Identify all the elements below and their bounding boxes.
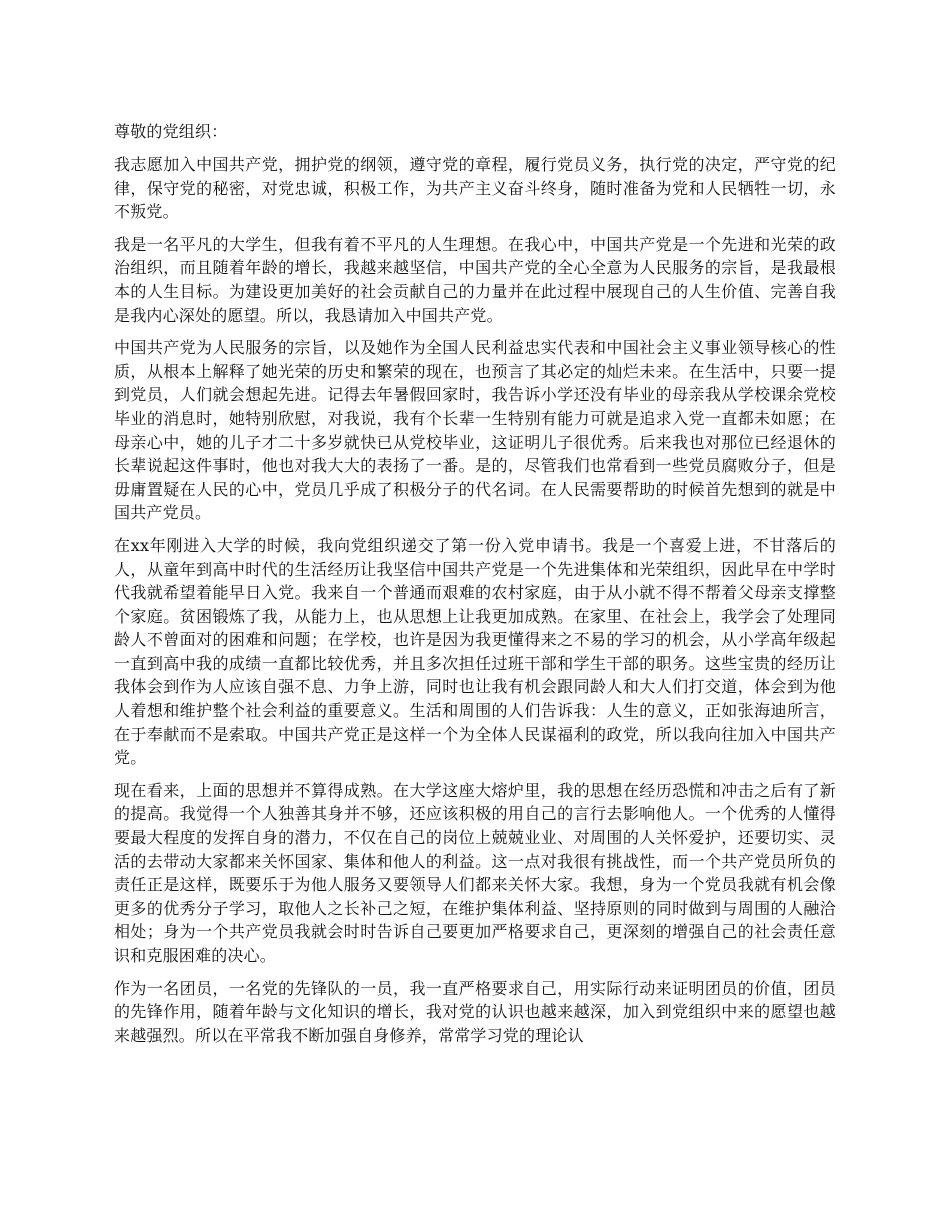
paragraph-reflection: 现在看来，上面的思想并不算得成熟。在大学这座大熔炉里，我的思想在经历恐慌和冲击之后有了新的提高。我觉得一个人独善其身并不够，还应该积极的用自己的言行去影响他人。一个优秀的人懂得要最大程度的发挥自身的潜力，不仅在自己的岗位上兢兢业业、对周围的人关怀爱护，还要切实、灵活的去带动大家都来关怀国家、集体和他人的利益。这一点对我很有挑战性，而一个共产党员所负的责任正是这样，既要乐于为他人服务又要领导人们都来关怀大家。我想，身为一个党员我就有机会像更多的优秀分子学习，取他人之长补己之短，在维护集体利益、坚持原则的同时做到与周围的人融洽相处；身为一个共产党员我就会时时告诉自己要更加严格要求自己，更深刻的增强自己的社会责任意识和克服困难的决心。 (114, 780, 836, 965)
paragraph-league-member: 作为一名团员，一名党的先锋队的一员，我一直严格要求自己，用实际行动来证明团员的价值，团员的先锋作用，随着年龄与文化知识的增长，我对党的认识也越来越深，加入到党组织中来的愿望也越来越强烈。所以在平常我不断加强自身修养，常常学习党的理论认 (114, 978, 836, 1045)
paragraph-experience: 在xx年刚进入大学的时候，我向党组织递交了第一份入党申请书。我是一个喜爱上进，不甘落后的人，从童年到高中时代的生活经历让我坚信中国共产党是一个先进集体和光荣组织，因此早在中学时代我就希望着能早日入党。我来自一个普通而艰难的农村家庭，由于从小就不得不帮着父母亲支撑整个家庭。贫困锻炼了我，从能力上，也从思想上让我更加成熟。在家里、在社会上，我学会了处理同龄人不曾面对的困难和问题；在学校，也许是因为我更懂得来之不易的学习的机会，从小学高年级起一直到高中我的成绩一直都比较优秀，并且多次担任过班干部和学生干部的职务。这些宝贵的经历让我体会到作为人应该自强不息、力争上游，同时也让我有机会跟同龄人和大人们打交道，体会到为他人着想和维护整个社会利益的重要意义。生活和周围的人们告诉我：人生的意义，正如张海迪所言，在于奉献而不是索取。中国共产党正是这样一个为全体人民谋福利的政党，所以我向往加入中国共产党。 (114, 535, 836, 768)
paragraph-purpose: 中国共产党为人民服务的宗旨，以及她作为全国人民利益忠实代表和中国社会主义事业领导核心的性质，从根本上解释了她光荣的历史和繁荣的现在，也预言了其必定的灿烂未来。在生活中，只要一提到党员，人们就会想起先进。记得去年暑假回家时，我告诉小学还没有毕业的母亲我从学校课余党校毕业的消息时，她特别欣慰，对我说，我有个长辈一生特别有能力可就是追求入党一直都未如愿；在母亲心中，她的儿子才二十多岁就快已从党校毕业，这证明儿子很优秀。后来我也对那位已经退休的长辈说起这件事时，他也对我大大的表扬了一番。是的，尽管我们也常看到一些党员腐败分子，但是毋庸置疑在人民的心中，党员几乎成了积极分子的代名词。在人民需要帮助的时候首先想到的就是中国共产党员。 (114, 338, 836, 523)
salutation: 尊敬的党组织： (114, 122, 228, 141)
paragraph-ideal: 我是一名平凡的大学生，但我有着不平凡的人生理想。在我心中，中国共产党是一个先进和光荣的政治组织，而且随着年龄的增长，我越来越坚信，中国共产党的全心全意为人民服务的宗旨，是我最根本的人生目标。为建设更加美好的社会贡献自己的力量并在此过程中展现自己的人生价值、完善自我是我内心深处的愿望。所以，我恳请加入中国共产党。 (114, 234, 836, 325)
paragraph-pledge: 我志愿加入中国共产党，拥护党的纲领，遵守党的章程，履行党员义务，执行党的决定，严守党的纪律，保守党的秘密，对党忠诚，积极工作，为共产主义奋斗终身，随时准备为党和人民牺牲一切，永不叛党。 (114, 155, 836, 222)
